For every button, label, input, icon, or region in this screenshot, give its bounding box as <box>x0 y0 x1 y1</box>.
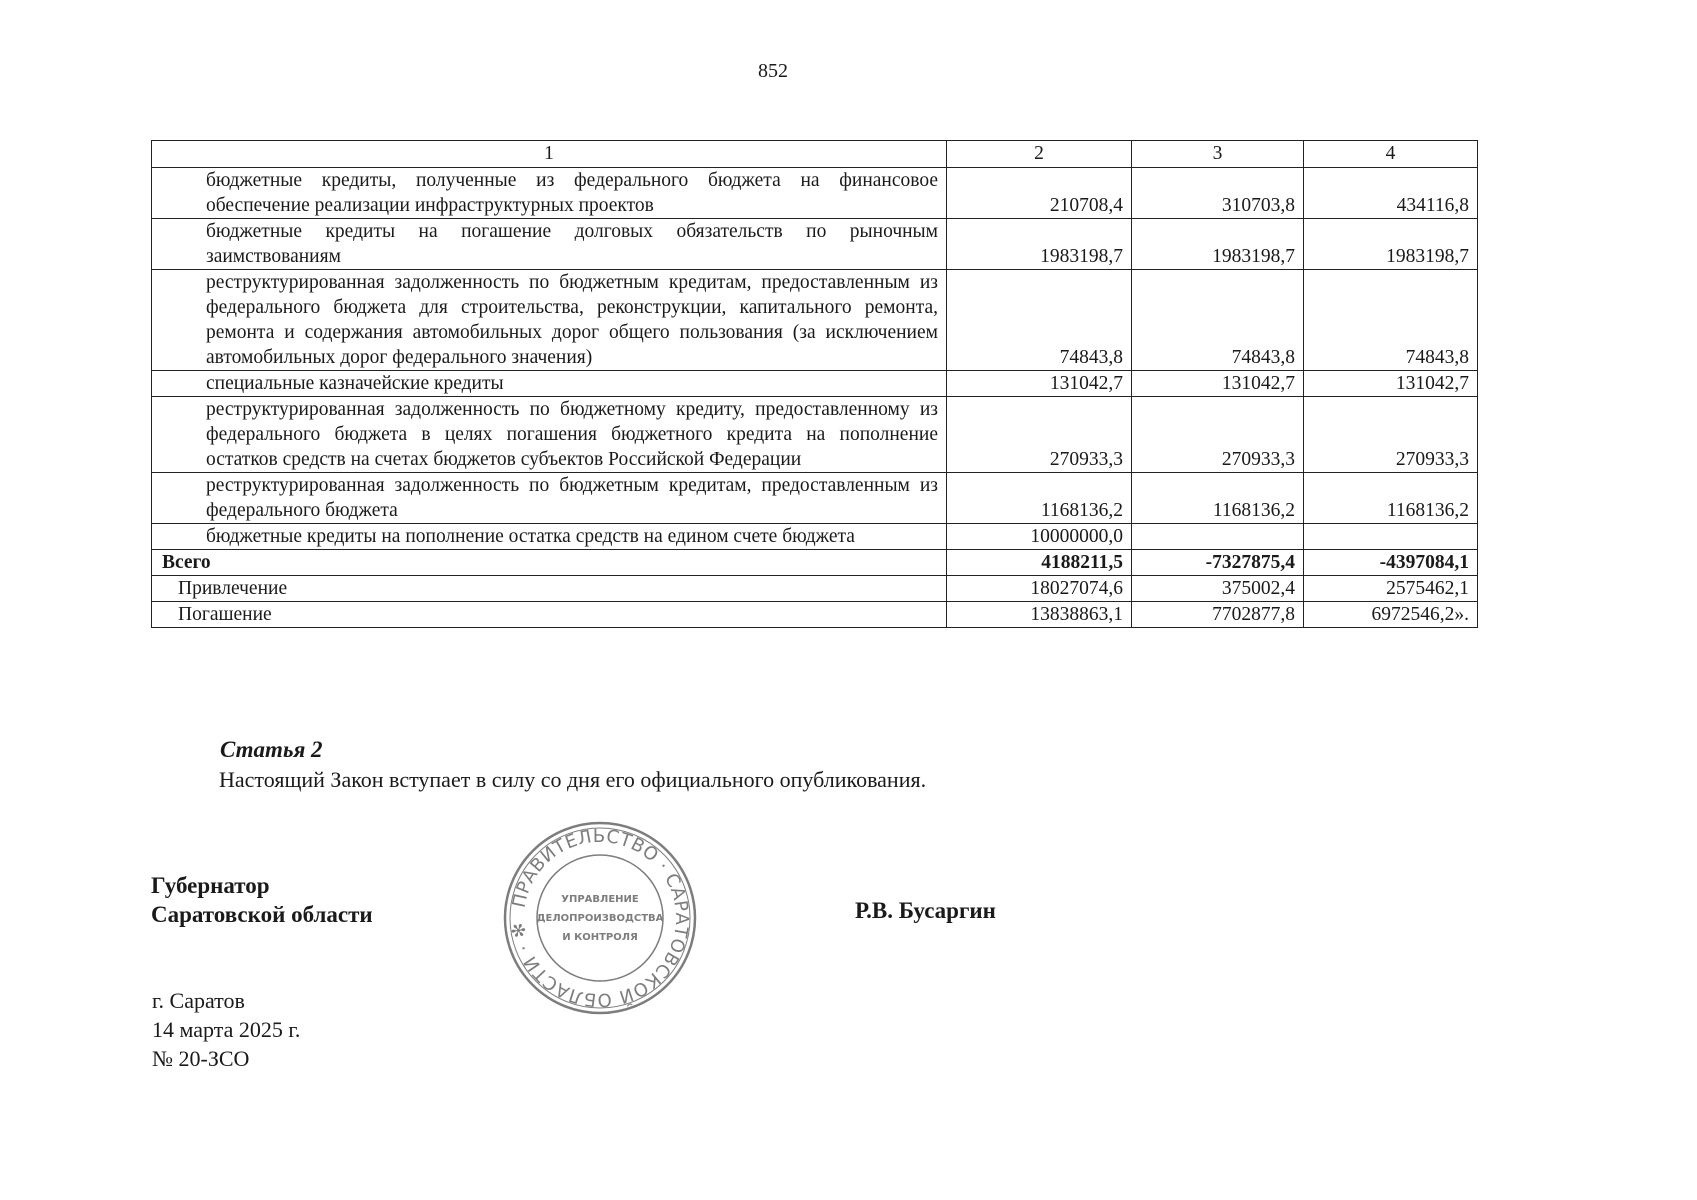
repayment-value: 7702877,8 <box>1132 602 1304 628</box>
row-value: 310703,8 <box>1132 168 1304 219</box>
column-header: 3 <box>1132 141 1304 168</box>
row-value: 1168136,2 <box>947 473 1132 524</box>
row-value: 74843,8 <box>947 270 1132 371</box>
row-label: реструктурированная задолженность по бюджетным кредитам, предоставленным из федерального бюджета <box>152 473 947 524</box>
signatory-position <box>151 871 373 929</box>
row-value: 270933,3 <box>1132 397 1304 473</box>
table-row <box>152 397 1478 473</box>
row-value: 1168136,2 <box>1304 473 1478 524</box>
signatory-name: Р.В. Бусаргин <box>855 898 996 923</box>
repayment-value: 13838863,1 <box>947 602 1132 628</box>
article-title: Статья 2 <box>220 737 323 762</box>
repayment-value: 6972546,2». <box>1304 602 1478 628</box>
place-and-date <box>152 986 300 1073</box>
attraction-row <box>152 576 1478 602</box>
row-value: 131042,7 <box>1132 371 1304 397</box>
row-value: 1983198,7 <box>1304 219 1478 270</box>
seal-inner-line: И КОНТРОЛЯ <box>562 932 638 943</box>
table-row <box>152 473 1478 524</box>
city: г. Саратов <box>152 988 245 1013</box>
row-label: реструктурированная задолженность по бюджетному кредиту, предоставленному из федерального бюджета в целях погашения бюджетного кредита на пополнение остатков средств на счетах бюджетов субъектов Российской Федерации <box>152 397 947 473</box>
seal-outer-text: ПРАВИТЕЛЬСТВО · САРАТОВСКОЙ ОБЛАСТИ · ✻ <box>507 825 693 1011</box>
row-value: 210708,4 <box>947 168 1132 219</box>
table-row <box>152 371 1478 397</box>
row-label: бюджетные кредиты, полученные из федерального бюджета на финансовое обеспечение реализации инфраструктурных проектов <box>152 168 947 219</box>
signatory-position-line: Саратовской области <box>151 902 373 927</box>
row-value: 434116,8 <box>1304 168 1478 219</box>
seal-inner-line: УПРАВЛЕНИЕ <box>561 894 639 905</box>
attraction-value: 18027074,6 <box>947 576 1132 602</box>
table-row <box>152 270 1478 371</box>
table-row <box>152 524 1478 550</box>
row-value: 1983198,7 <box>947 219 1132 270</box>
article-text: Настоящий Закон вступает в силу со дня его официального опубликования. <box>219 767 927 792</box>
page-number: 852 <box>758 60 788 82</box>
table-row <box>152 168 1478 219</box>
repayment-row <box>152 602 1478 628</box>
row-value: 270933,3 <box>947 397 1132 473</box>
column-header: 4 <box>1304 141 1478 168</box>
total-value: -7327875,4 <box>1132 550 1304 576</box>
row-value: 131042,7 <box>1304 371 1478 397</box>
row-label: бюджетные кредиты на погашение долговых обязательств по рыночным заимствованиям <box>152 219 947 270</box>
row-value <box>1132 524 1304 550</box>
date: 14 марта 2025 г. <box>152 1017 301 1042</box>
column-header: 1 <box>152 141 947 168</box>
attraction-value: 375002,4 <box>1132 576 1304 602</box>
column-header: 2 <box>947 141 1132 168</box>
row-value: 1168136,2 <box>1132 473 1304 524</box>
row-value: 10000000,0 <box>947 524 1132 550</box>
row-label: специальные казначейские кредиты <box>152 371 947 397</box>
row-value: 1983198,7 <box>1132 219 1304 270</box>
total-value: -4397084,1 <box>1304 550 1478 576</box>
official-seal-stamp <box>502 820 698 1016</box>
row-value: 131042,7 <box>947 371 1132 397</box>
seal-inner-line: ДЕЛОПРОИЗВОДСТВА <box>536 913 664 924</box>
row-value: 74843,8 <box>1132 270 1304 371</box>
attraction-label: Привлечение <box>152 576 947 602</box>
table-header-row <box>152 141 1478 168</box>
total-label: Всего <box>152 550 947 576</box>
row-value <box>1304 524 1478 550</box>
row-value: 74843,8 <box>1304 270 1478 371</box>
table-row <box>152 219 1478 270</box>
repayment-label: Погашение <box>152 602 947 628</box>
budget-table <box>151 140 1478 628</box>
total-value: 4188211,5 <box>947 550 1132 576</box>
signatory-position-line: Губернатор <box>151 873 270 898</box>
row-label: бюджетные кредиты на пополнение остатка средств на едином счете бюджета <box>152 524 947 550</box>
law-number: № 20-ЗСО <box>152 1046 250 1071</box>
total-row <box>152 550 1478 576</box>
attraction-value: 2575462,1 <box>1304 576 1478 602</box>
row-label: реструктурированная задолженность по бюджетным кредитам, предоставленным из федерального бюджета для строительства, реконструкции, капитального ремонта, ремонта и содержания автомобильных дорог общего пользования (за исключением автомобильных дорог федерального значения) <box>152 270 947 371</box>
row-value: 270933,3 <box>1304 397 1478 473</box>
